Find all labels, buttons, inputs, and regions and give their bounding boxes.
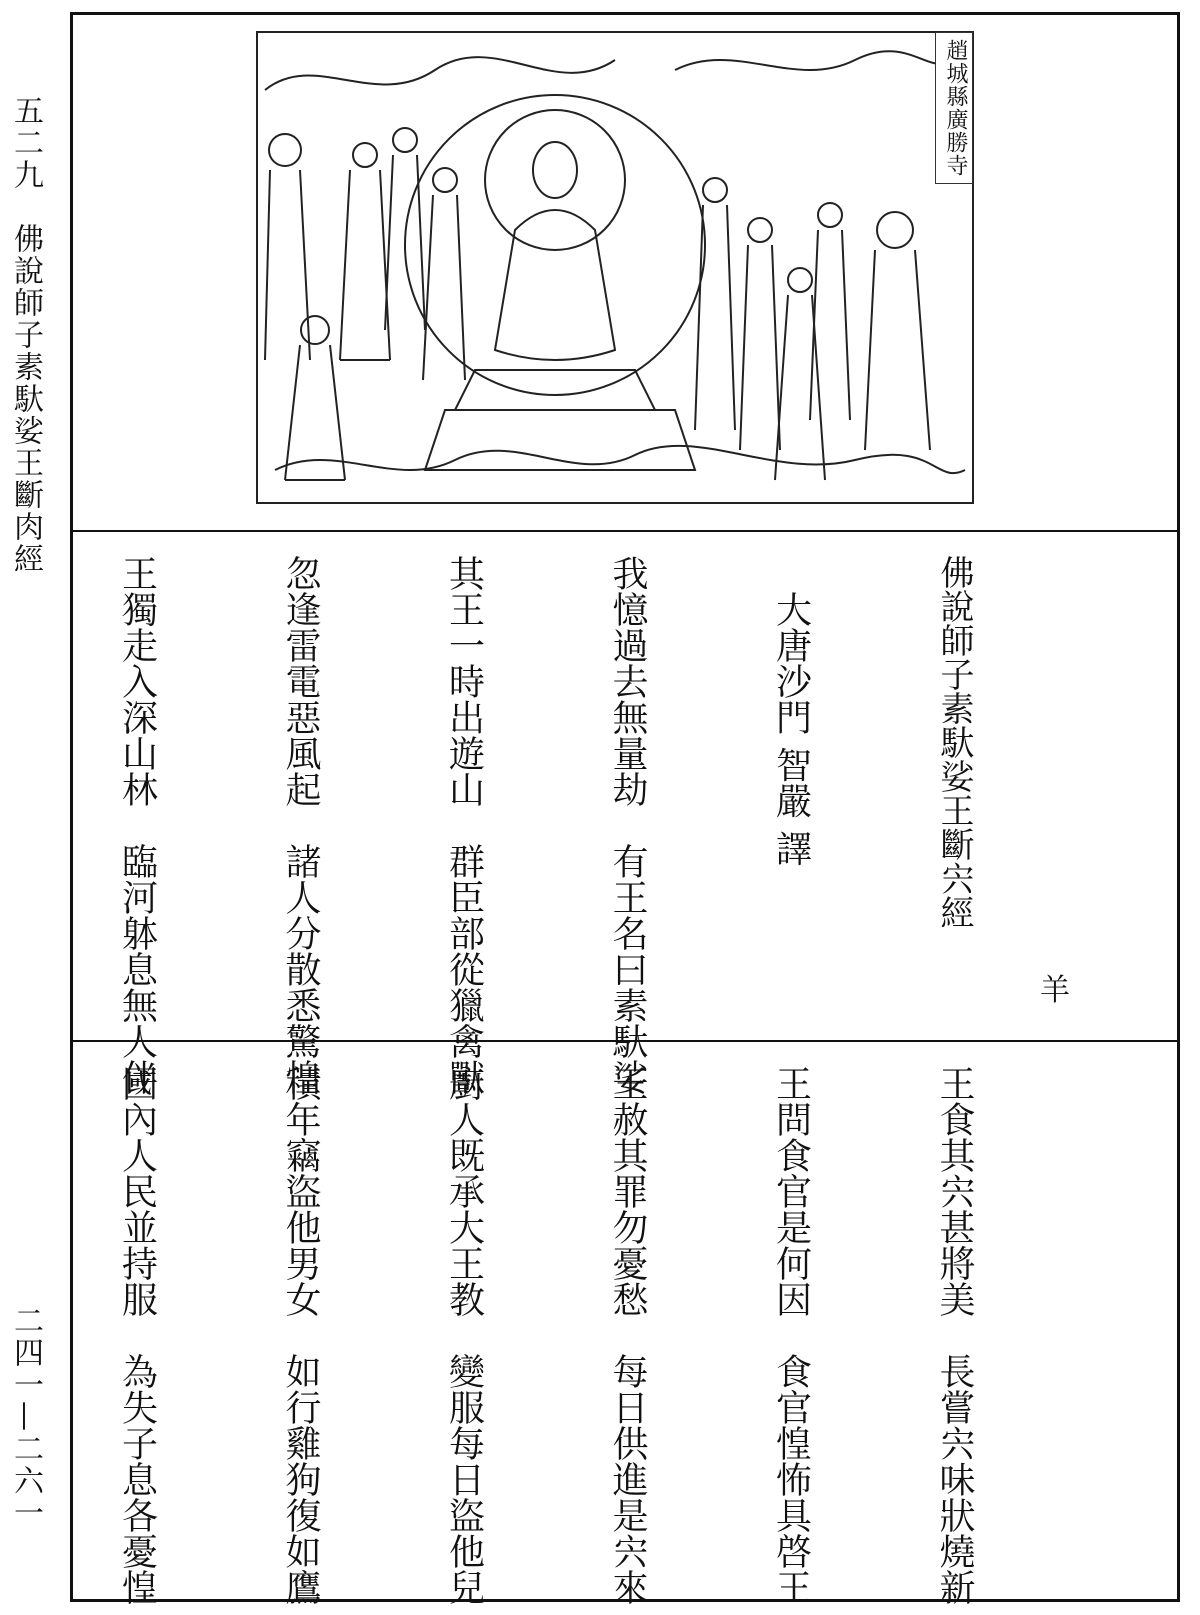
margin-page-number: 二四一—二六一 [8,1305,43,1529]
verse-column: 我憶過去無量劫 有王名曰素馱娑 [607,555,648,1095]
verse-column: 積年竊盜他男女 如行雞狗復如鷹 [280,1065,321,1605]
section-divider-1 [70,530,1180,532]
sutra-section-continued [116,1065,1090,1605]
verse-column: 國內人民並持服 為失子息各憂惶 [116,1065,158,1605]
verse-column: 忽逢雷電惡風起 諸人分散悉驚惶 [280,555,321,1095]
verse-column: 王獨走入深山林 臨河躰息無人伴 [116,555,158,1095]
margin-sutra-title: 五二九 佛說師子素馱娑王斷肉經 [8,95,43,575]
temple-source-label: 趙城縣廣勝寺 [935,32,973,184]
buddha-assembly-woodcut-illustration [255,30,975,505]
verse-column: 廚人既承大王教 變服每日盜他兒 [443,1065,485,1605]
sutra-title: 佛說師子素馱娑王斷宍經 [934,555,974,929]
verse-column: 其王一時出遊山 群臣部從獵禽獸 [443,555,485,1095]
verse-column: 王食其宍甚將美 長嘗宍味狀燒新 [934,1065,975,1605]
sutra-section-opening [116,555,1090,1095]
verse-column: 王問食官是何因 食官惶怖具啓王 [770,1065,812,1605]
translator-line: 大唐沙門 智嚴 譯 [770,555,812,866]
corner-glyph-mark: 羊 [1040,973,1070,1008]
verse-column: 王赦其罪勿憂愁 每日供進是宍來 [607,1065,648,1605]
